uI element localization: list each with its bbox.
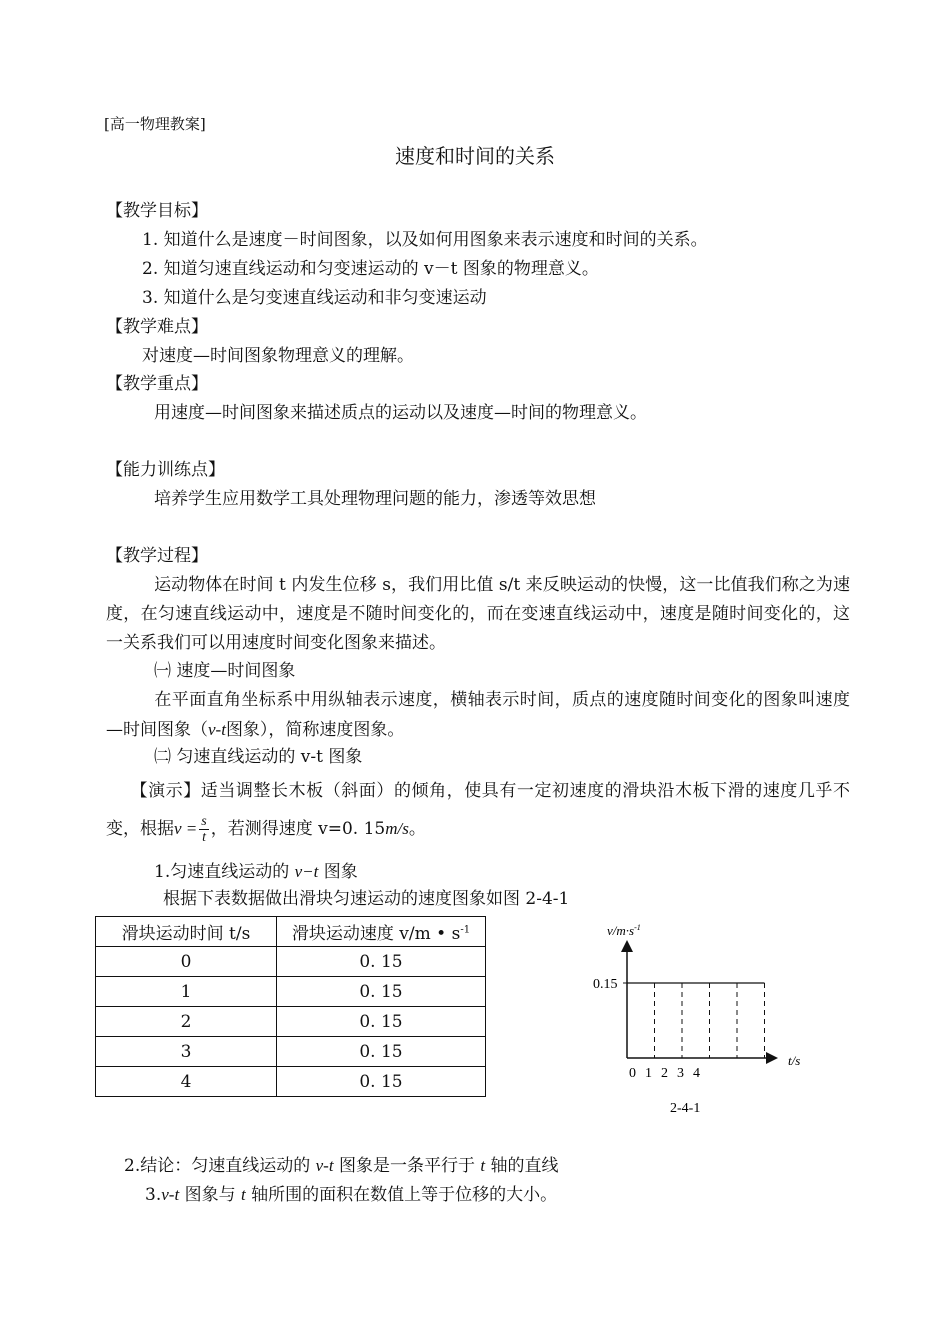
table-header-speed-text: 滑块运动速度 v/m • s [291,924,461,944]
process-paragraph-1 [106,571,850,658]
process-heading: 【教学过程】 [106,546,208,566]
demo-tail: ，若测得速度 v=0. 15 [210,819,386,839]
c2-post: 轴的直线 [485,1156,559,1176]
c3-post: 轴所围的面积在数值上等于位移的大小。 [245,1185,558,1205]
y-tick-label: 0.15 [593,977,618,992]
table-cell-time: 3 [96,1037,277,1067]
demo-fraction [199,814,208,845]
goals-heading: 【教学目标】 [106,201,208,221]
table-header-time: 滑块运动时间 t/s [96,917,277,947]
table-cell-speed: 0. 15 [277,1007,486,1037]
conclusion-2 [124,1157,559,1175]
c3-var2: t [240,1185,246,1204]
conclusion-3 [145,1186,557,1204]
process-paragraph-2 [106,686,850,745]
goal-item-1: 1. 知道什么是速度－时间图象，以及如何用图象来表示速度和时间的关系。 [142,230,708,250]
goal-item-2: 2. 知道匀速直线运动和匀变速运动的 v－t 图象的物理意义。 [142,259,599,279]
difficulty-text: 对速度—时间图象物理意义的理解。 [142,346,414,366]
x-tick-label: 0 [629,1066,636,1081]
key-text: 用速度—时间图象来描述质点的运动以及速度—时间的物理意义。 [154,403,647,423]
c2-var: v-t [315,1156,334,1175]
vt-chart [585,915,815,1125]
table-cell-speed: 0. 15 [277,1037,486,1067]
subheading-uniform: ㈡ 匀速直线运动的 v-t 图象 [154,747,363,767]
item1-pre: 1.匀速直线运动的 [154,862,295,882]
key-heading: 【教学重点】 [106,374,208,394]
table-cell-time: 0 [96,947,277,977]
c2-pre: 2.结论：匀速直线运动的 [124,1156,316,1176]
page-title: 速度和时间的关系 [395,144,555,168]
subheading-vt-graph: ㈠ 速度—时间图象 [154,661,296,681]
c2-var2: t [480,1156,486,1175]
x-tick-label: 3 [677,1066,684,1081]
para2-var: v-t [208,720,226,739]
table-row [96,977,486,1007]
c3-pre: 3. [145,1185,162,1205]
table-cell-speed: 0. 15 [277,947,486,977]
ability-text: 培养学生应用数学工具处理物理问题的能力，渗透等效思想 [154,489,596,509]
difficulty-heading: 【教学难点】 [106,317,208,337]
ability-heading: 【能力训练点】 [106,460,225,480]
x-tick-label: 1 [645,1066,652,1081]
item1-var: v−t [294,862,319,881]
y-axis-label: $v/m\cdot s^{-1}$ [607,923,641,938]
figure-caption: 2-4-1 [670,1101,701,1116]
data-table [95,916,486,1097]
table-cell-speed: 0. 15 [277,1067,486,1097]
demo-text: 【演示】适当调整长木板（斜面）的倾角，使具有一定初速度的滑块沿木板下滑的速度几乎不变，根据 [106,781,850,839]
para2-text-b: 图象），简称速度图象。 [225,720,405,740]
demo-unit: m/s [385,819,409,838]
item1-heading [154,863,358,881]
table-header-speed [277,917,486,947]
table-row [96,947,486,977]
x-tick-label: 4 [693,1066,700,1081]
table-cell-time: 1 [96,977,277,1007]
fraction-denominator: t [202,830,206,845]
item1-post: 图象 [318,862,358,882]
doc-header: [高一物理教案] [104,115,206,133]
table-cell-time: 2 [96,1007,277,1037]
table-row [96,1007,486,1037]
demo-paragraph [106,772,850,848]
x-tick-label: 2 [661,1066,668,1081]
c3-var: v-t [161,1185,180,1204]
table-row [96,1067,486,1097]
fraction-numerator: s [201,814,207,829]
goal-item-3: 3. 知道什么是匀变速直线运动和非匀变速运动 [142,288,487,308]
table-row [96,1037,486,1067]
table-header-speed-sup: -1 [460,924,471,936]
para2-text-a: 在平面直角坐标系中用纵轴表示速度，横轴表示时间，质点的速度随时间变化的图象叫速度—时间图象（ [106,690,850,740]
process-paragraph-1-text: 运动物体在时间 t 内发生位移 s，我们用比值 s/t 来反映运动的快慢，这一比值我们称之为速度，在匀速直线运动中，速度是不随时间变化的，而在变速直线运动中，速度是随时间变化的，这一关系我们可以用速度时间变化图象来描述。 [106,575,850,653]
table-cell-speed: 0. 15 [277,977,486,1007]
x-axis-label: t/s [788,1053,801,1068]
demo-formula-lhs: v = [174,819,198,838]
item1-desc: 根据下表数据做出滑块匀速运动的速度图象如图 2-4-1 [163,889,570,909]
c2-mid: 图象是一条平行于 [333,1156,481,1176]
c3-mid: 图象与 [179,1185,241,1205]
demo-end: 。 [408,819,426,839]
table-cell-time: 4 [96,1067,277,1097]
table-header-row [96,917,486,947]
